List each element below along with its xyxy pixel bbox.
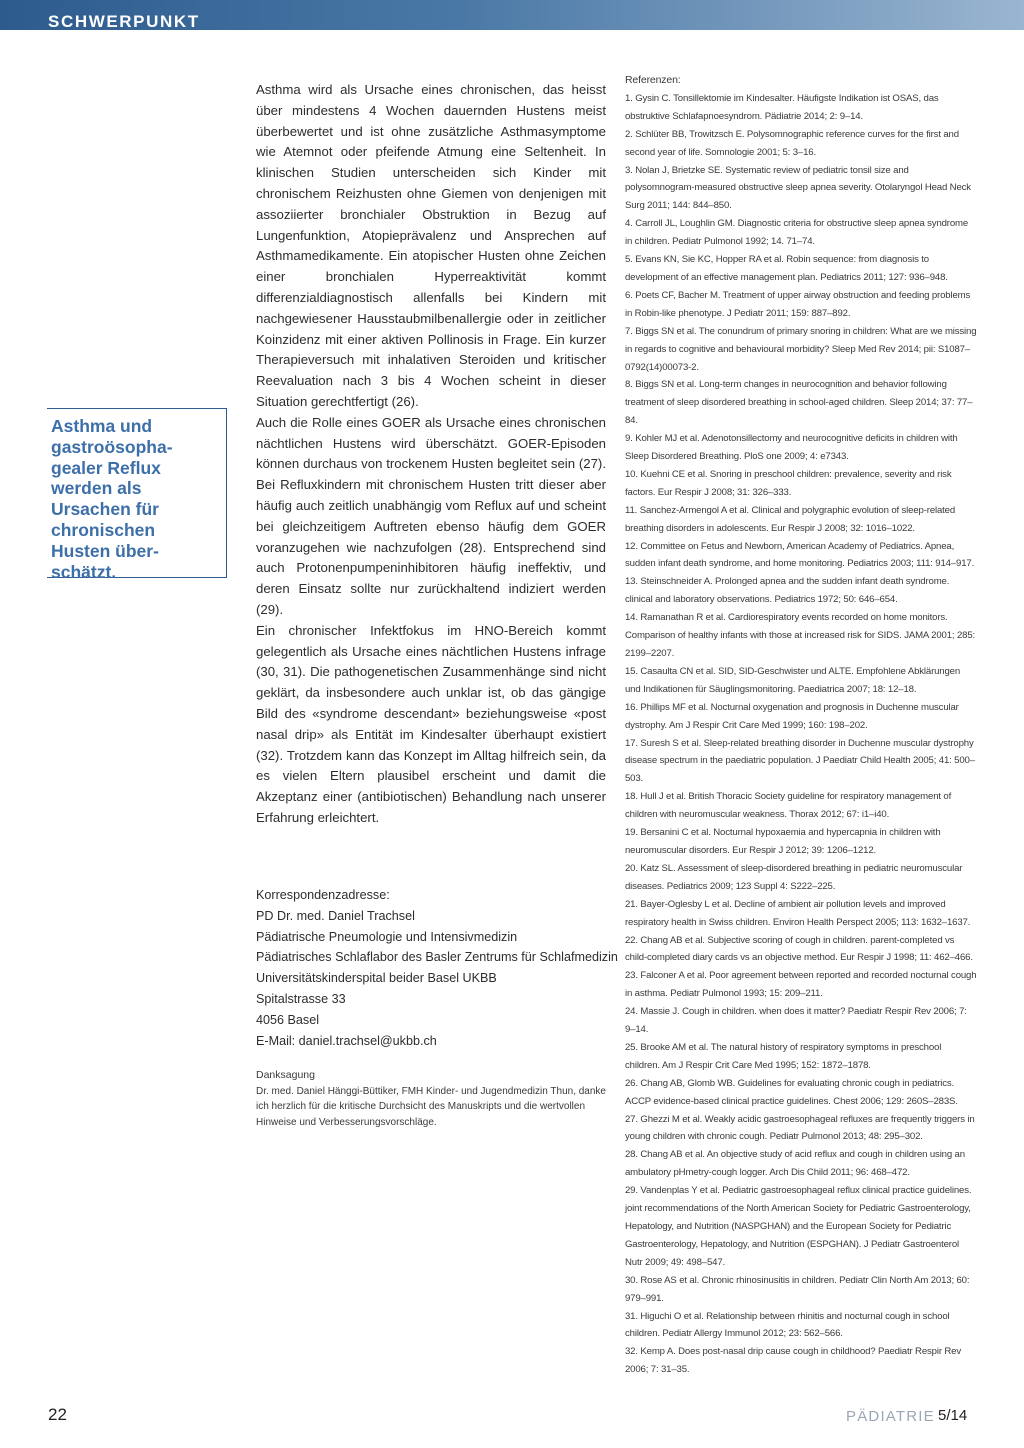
reference-item: 16. Phillips MF et al. Nocturnal oxygenation and prognosis in Duchenne muscular dystrophy. Am J Respir Crit Care Med 1999; 160: 198–202. [625,701,959,731]
pullquote-line: werden als [51,478,142,499]
reference-item: 23. Falconer A et al. Poor agreement between reported and recorded nocturnal cough in asthma. Pediatr Pulmonol 1993; 15: 209–211. [625,970,977,1000]
correspondence-line: Spitalstrasse 33 [256,991,346,1006]
pullquote-line: gastroösopha- [51,436,173,457]
pullquote-line: Husten über- [51,540,159,561]
correspondence-line: PD Dr. med. Daniel Trachsel [256,908,415,923]
pullquote-line: Asthma und [51,416,153,436]
reference-item: 4. Carroll JL, Loughlin GM. Diagnostic criteria for obstructive sleep apnea syndrome in children. Pediatr Pulmonol 1992; 14. 71–74. [625,218,969,248]
reference-item: 14. Ramanathan R et al. Cardiorespiratory events recorded on home monitors. Comparison of healthy infants with those at increased risk for SIDS. JAMA 2001; 285: 2199–2207. [625,612,976,659]
correspondence-line: Universitätskinderspital beider Basel UKBB [256,971,497,986]
reference-item: 17. Suresh S et al. Sleep-related breathing disorder in Duchenne muscular dystrophy disease spectrum in the paediatric population. J Paediatr Child Health 2005; 41: 500–503. [625,737,975,785]
correspondence-line: Pädiatrische Pneumologie und Intensivmedizin [256,929,518,944]
reference-item: 28. Chang AB et al. An objective study of acid reflux and cough in children using an ambulatory pHmetry-cough logger. Arch Dis Child 2011; 96: 468–472. [625,1149,965,1179]
reference-item: 27. Ghezzi M et al. Weakly acidic gastroesophageal refluxes are frequently triggers in young children with chronic cough. Pediatr Pulmonol 2013; 48: 295–302. [625,1113,975,1143]
pullquote-line: Ursachen für [51,499,159,520]
correspondence-block [256,885,616,1051]
reference-item: 24. Massie J. Cough in children. when does it matter? Paediatr Respir Rev 2006; 7: 9–14. [625,1006,967,1036]
reference-item: 32. Kemp A. Does post-nasal drip cause cough in childhood? Paediatr Respir Rev 2006; 7: 31–35. [625,1346,962,1376]
reference-item: 31. Higuchi O et al. Relationship between rhinitis and nocturnal cough in school children. Pediatr Allergy Immunol 2012; 23: 562–566. [625,1310,950,1340]
reference-item: 12. Committee on Fetus and Newborn, American Academy of Pediatrics. Apnea, sudden infant death syndrome, and home monitoring. Pediatrics 2003; 111: 914–917. [625,540,975,570]
reference-item: 15. Casaulta CN et al. SID, SID-Geschwister und ALTE. Empfohlene Abklärungen und Indikationen für Säuglingsmonitoring. Paediatrica 2007; 18: 12–18. [625,665,961,695]
reference-item: 22. Chang AB et al. Subjective scoring of cough in children. parent-completed vs child-completed diary cards vs an objective method. Eur Respir J 1998; 11: 462–466. [625,934,973,964]
reference-item: 1. Gysin C. Tonsillektomie im Kindesalter. Häufigste Indikation ist OSAS, das obstruktive Schlafapnoesyndrom. Pädiatrie 2014; 2: 9–14. [625,92,939,122]
reference-item: 20. Katz SL. Assessment of sleep-disordered breathing in pediatric neuromuscular diseases. Pediatrics 2009; 123 Suppl 4: S222–225. [625,862,963,892]
reference-item: 3. Nolan J, Brietzke SE. Systematic review of pediatric tonsil size and polysomnogram-measured obstructive sleep apnea severity. Otolaryngol Head Neck Surg 2011; 144: 844–850. [625,164,971,212]
pullquote-line: chronischen [51,519,156,540]
acknowledgement-block [256,1068,608,1130]
body-text [256,80,606,829]
correspondence-line: 4056 Basel [256,1012,320,1027]
reference-item: 29. Vandenplas Y et al. Pediatric gastroesophageal reflux clinical practice guidelines. joint recommendations of the North American Society for Pediatric Gastroenterology, Hepatology, and Nutrition (NASPGHAN) and the European Society for Pediatric Gastroenterology, Hepatology, and Nutrition (ESPGHAN). J Pediatr Gastroenterol Nutr 2009; 49: 498–547. [625,1185,972,1268]
references-list [625,72,977,1379]
acknowledgement-text: Dr. med. Daniel Hänggi-Büttiker, FMH Kinder- und Jugendmedizin Thun, danke ich herzlich für die kritische Durchsicht des Manuskripts und die wertvollen Hinweise und Verbesserungsvorschläge. [256,1085,606,1128]
issue-number: 5/14 [938,1407,968,1424]
reference-item: 7. Biggs SN et al. The conundrum of primary snoring in children: What are we missing in regards to cognitive and behavioural morbidity? Sleep Med Rev 2014; pii: S1087–0792(14)00073-2. [625,325,977,373]
reference-item: 18. Hull J et al. British Thoracic Society guideline for respiratory management of children with neuromuscular weakness. Thorax 2012; 67: i1–i40. [625,791,952,821]
acknowledgement-title: Danksagung [256,1069,315,1081]
reference-item: 13. Steinschneider A. Prolonged apnea and the sudden infant death syndrome. clinical and laboratory observations. Pediatrics 1972; 50: 646–654. [625,576,950,606]
reference-item: 8. Biggs SN et al. Long-term changes in neurocognition and behavior following treatment of sleep disordered breathing in school-aged children. Sleep 2014; 37: 77–84. [625,379,973,427]
pullquote-box [47,408,227,582]
reference-item: 26. Chang AB, Glomb WB. Guidelines for evaluating chronic cough in pediatrics. ACCP evidence-based clinical practice guidelines. Chest 2006; 129: 260S–283S. [625,1077,958,1107]
references-title: Referenzen: [625,74,681,86]
reference-item: 2. Schlüter BB, Trowitzsch E. Polysomnographic reference curves for the first and second year of life. Somnologie 2001; 5: 3–16. [625,128,959,158]
reference-item: 21. Bayer-Oglesby L et al. Decline of ambient air pollution levels and improved respiratory health in Swiss children. Environ Health Perspect 2005; 113: 1632–1637. [625,898,971,928]
reference-item: 25. Brooke AM et al. The natural history of respiratory symptoms in preschool children. Am J Respir Crit Care Med 1995; 152: 1872–1878. [625,1041,942,1071]
correspondence-email: E-Mail: daniel.trachsel@ukbb.ch [256,1033,437,1048]
section-label: SCHWERPUNKT [48,12,200,31]
correspondence-title: Korrespondenzadresse: [256,888,390,902]
page-number: 22 [48,1405,67,1424]
reference-item: 10. Kuehni CE et al. Snoring in preschool children: prevalence, severity and risk factors. Eur Respir J 2008; 31: 326–333. [625,468,952,498]
paragraph: Asthma wird als Ursache eines chronischen, das heisst über mindestens 4 Wochen dauernden Hustens meist überbewertet und ist ohne zusätzliche Asthmasymptome wie Atemnot oder pfeifende Atmung eine Seltenheit. In klinischen Studien unterscheiden sich Kinder mit chronischem Reizhusten ohne Giemen von denjenigen mit assoziierter bronchialer Obstruktion in Bezug auf Lungenfunktion, Atopieprävalenz und Ansprechen auf Asthmamedikamente. Ein atopischer Husten ohne Zeichen einer bronchialen Hyperreaktivität kommt differenzialdiagnostisch allenfalls bei Kindern mit nachgewiesener Hausstaubmilbenallergie oder in zeitlicher Koinzidenz mit einer aktiven Pollinosis in Frage. Ein kurzer Therapieversuch mit inhalativen Steroiden und kritischer Reevaluation nach 3 bis 4 Wochen scheint in dieser Situation gerechtfertigt (26). [256,82,606,409]
correspondence-line: Pädiatrisches Schlaflabor des Basler Zentrums für Schlafmedizin [256,950,618,965]
reference-item: 9. Kohler MJ et al. Adenotonsillectomy and neurocognitive deficits in children with Sleep Disordered Breathing. PloS one 2009; 4: e7343. [625,433,958,463]
paragraph: Auch die Rolle eines GOER als Ursache eines chronischen nächtlichen Hustens wird überschätzt. GOER-Episoden können durchaus von trockenem Husten begleitet sein (27). Bei Refluxkindern mit chronischem Husten tritt dieser aber häufig auch zeitlich unabhängig vom Reflux auf und scheint bei gleichzeitigem Auftreten ebenso häufig dem GOER voranzugehen wie nachzufolgen (28). Entsprechend sind auch Protonenpumpeninhibitoren häufig ineffektiv, und deren Einsatz sollte nur zurückhaltend indiziert werden (29). [256,414,606,617]
reference-item: 11. Sanchez-Armengol A et al. Clinical and polygraphic evolution of sleep-related breathing disorders in adolescents. Eur Respir J 2008; 32: 1016–1022. [625,504,956,534]
reference-item: 30. Rose AS et al. Chronic rhinosinusitis in children. Pediatr Clin North Am 2013; 60: 979–991. [625,1274,970,1304]
reference-item: 19. Bersanini C et al. Nocturnal hypoxaemia and hypercapnia in children with neuromuscular disorders. Eur Respir J 2012; 39: 1206–1212. [625,827,941,856]
pullquote-line: schätzt. [51,561,117,582]
reference-item: 6. Poets CF, Bacher M. Treatment of upper airway obstruction and feeding problems in Robin-like phenotype. J Pediatr 2011; 159: 887–892. [625,289,971,319]
journal-brand: PÄDIATRIE [846,1408,935,1425]
paragraph: Ein chronischer Infektfokus im HNO-Bereich kommt gelegentlich als Ursache eines nächtlichen Hustens infrage (30, 31). Die pathogenetischen Zusammenhänge sind nicht geklärt, da insbesondere auch unklar ist, ob das gängige Bild des «syndrome descendant» beziehungsweise «post nasal drip» als Entität im Kindesalter überhaupt existiert (32). Trotzdem kann das Konzept im Alltag hilfreich sein, da es vielen Eltern plausibel erscheint und damit die Akzeptanz einer (antibiotischen) Behandlung nach unserer Erfahrung erleichtert. [256,622,606,825]
pullquote-line: gealer Reflux [51,457,161,478]
reference-item: 5. Evans KN, Sie KC, Hopper RA et al. Robin sequence: from diagnosis to development of an effective management plan. Pediatrics 2011; 127: 936–948. [625,254,948,283]
